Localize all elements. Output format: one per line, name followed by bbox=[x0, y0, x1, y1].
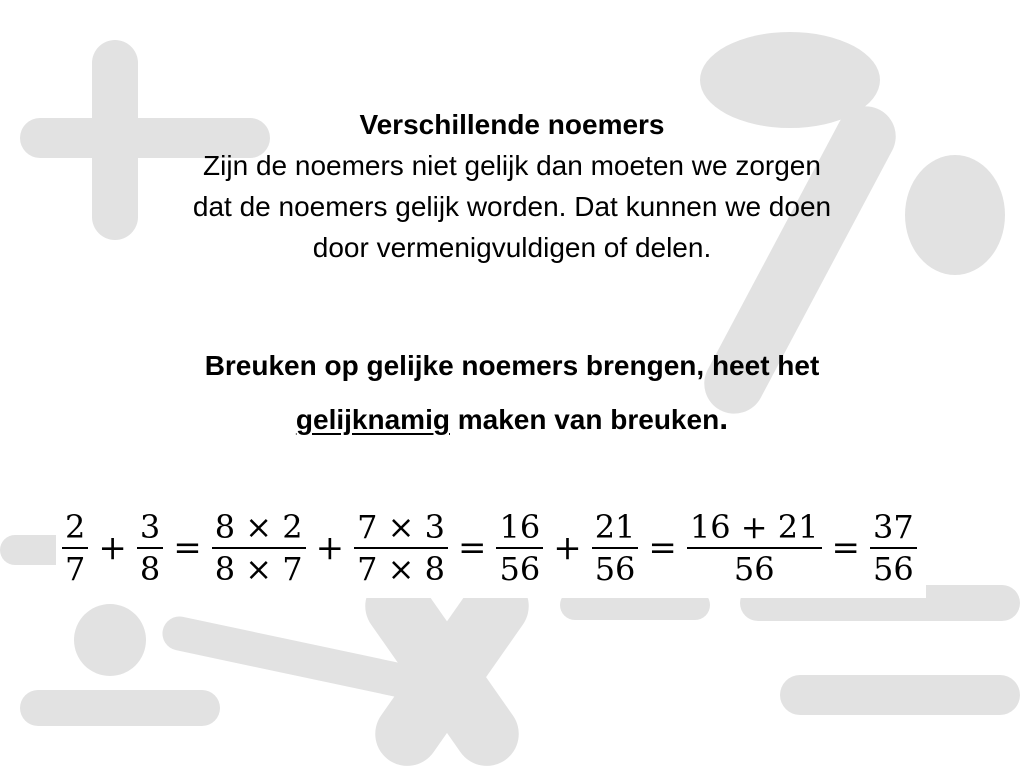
equals-sign: = bbox=[648, 528, 677, 568]
underlined-term: gelijknamig bbox=[295, 404, 450, 435]
intro-text bbox=[40, 104, 984, 268]
equals-icon bbox=[740, 585, 1020, 715]
numerator: 2 bbox=[62, 507, 88, 549]
plus-sign: + bbox=[98, 528, 127, 568]
denominator: 8 bbox=[139, 550, 161, 588]
numerator: 21 bbox=[592, 507, 639, 549]
denominator: 7 × 8 bbox=[357, 550, 445, 588]
slide-heading: Verschillende noemers bbox=[359, 109, 665, 140]
numerator: 7 × 3 bbox=[354, 507, 448, 549]
plus-sign: + bbox=[553, 528, 582, 568]
fraction-4 bbox=[354, 507, 448, 589]
fraction-8 bbox=[870, 507, 917, 589]
statement-rest: maken van breuken bbox=[449, 404, 720, 435]
numerator: 16 bbox=[496, 507, 543, 549]
fraction-7 bbox=[687, 507, 822, 589]
denominator: 7 bbox=[65, 550, 86, 588]
denominator: 8 × 7 bbox=[214, 550, 303, 588]
statement-period: . bbox=[719, 400, 729, 436]
paragraph-line-2: dat de noemers gelijk worden. Dat kunnen we doen bbox=[192, 191, 832, 222]
fraction-3 bbox=[212, 507, 306, 589]
numerator: 8 × 2 bbox=[212, 507, 306, 549]
numerator: 3 bbox=[137, 507, 163, 549]
numerator: 37 bbox=[870, 507, 917, 549]
denominator: 56 bbox=[594, 550, 636, 588]
equals-sign: = bbox=[831, 528, 860, 568]
definition-statement bbox=[40, 340, 984, 446]
statement-line-2 bbox=[40, 392, 984, 446]
fraction-1 bbox=[62, 507, 88, 589]
statement-line-1: Breuken op gelijke noemers brengen, heet het bbox=[204, 350, 820, 381]
fraction-2 bbox=[137, 507, 163, 589]
equals-sign: = bbox=[457, 528, 487, 568]
numerator: 16 + 21 bbox=[687, 507, 822, 549]
denominator: 56 bbox=[733, 550, 775, 588]
denominator: 56 bbox=[499, 550, 541, 588]
equals-sign: = bbox=[173, 528, 202, 568]
paragraph-line-1: Zijn de noemers niet gelijk dan moeten we zorgen bbox=[203, 150, 821, 181]
paragraph-line-3: door vermenigvuldigen of delen. bbox=[312, 232, 712, 263]
plus-sign: + bbox=[315, 528, 345, 568]
fraction-equation bbox=[56, 498, 926, 598]
fraction-6 bbox=[592, 507, 639, 589]
denominator: 56 bbox=[873, 550, 914, 588]
fraction-5 bbox=[496, 507, 543, 589]
